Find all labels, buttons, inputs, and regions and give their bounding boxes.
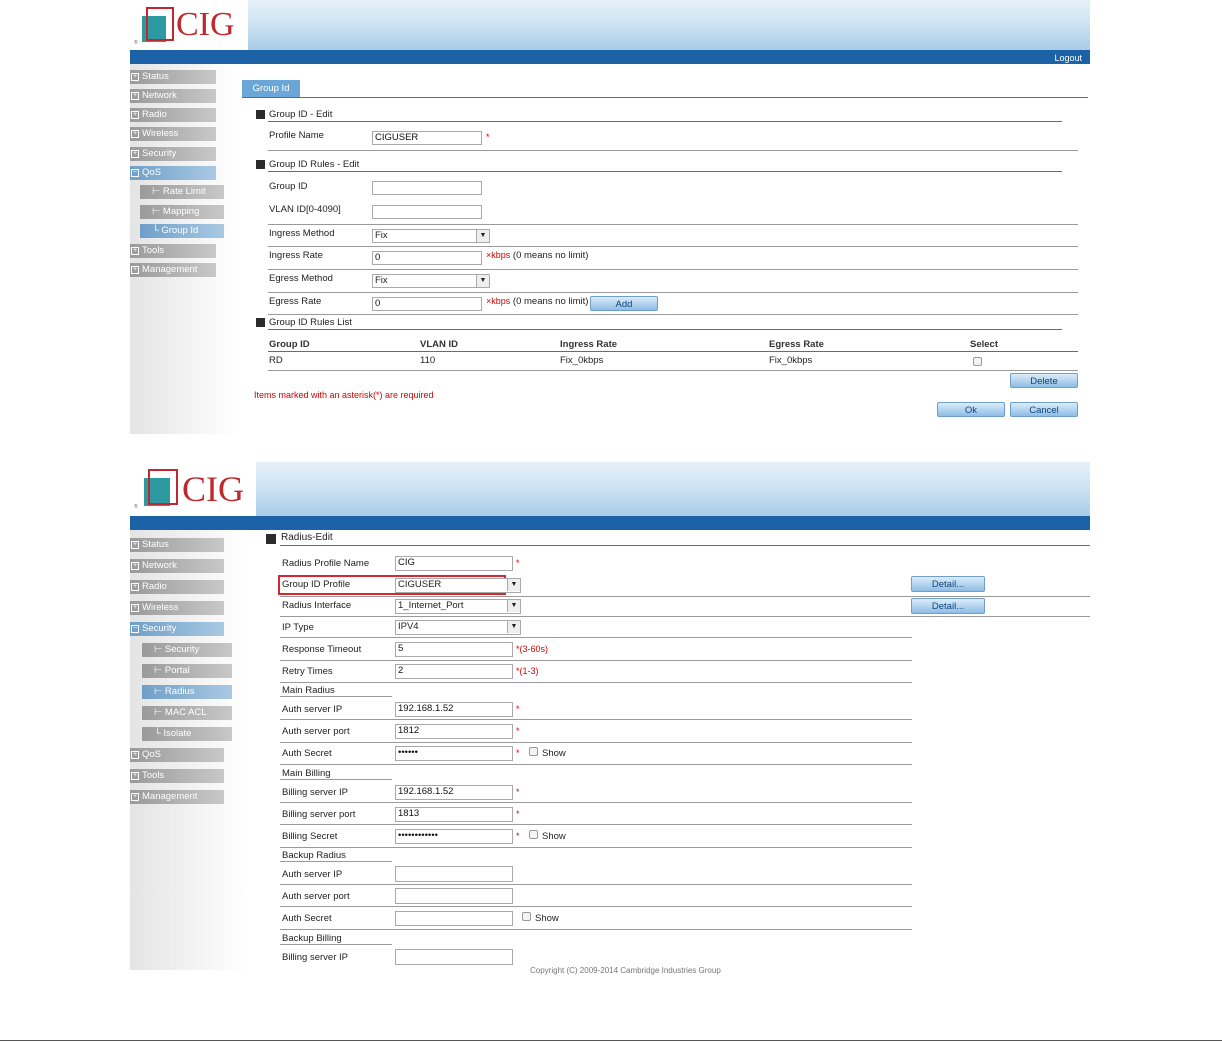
vlan-id-label: VLAN ID[0-4090] <box>269 204 341 215</box>
add-button[interactable]: Add <box>590 296 658 311</box>
radius-interface-select[interactable]: 1_Internet_Port ▼ <box>395 599 521 614</box>
nav-sub-mac-acl[interactable]: ⊢ MAC ACL <box>142 706 232 720</box>
row-select-checkbox[interactable] <box>973 357 982 366</box>
collapse-icon: − <box>132 625 138 632</box>
expand-icon: + <box>132 604 138 611</box>
profile-name-input[interactable]: CIGUSER <box>372 131 482 145</box>
nav-qos[interactable]: − QoS <box>130 166 216 180</box>
nav-management[interactable]: + Management <box>130 790 224 804</box>
group-id-profile-label: Group ID Profile <box>282 579 351 590</box>
expand-icon: + <box>132 562 138 569</box>
kbps-unit: ×kbps (0 means no limit) <box>486 296 589 307</box>
top-bar <box>130 516 1090 530</box>
show-backup-auth-secret-checkbox[interactable] <box>522 912 531 921</box>
group-id-profile-detail-button[interactable]: Detail... <box>911 576 985 592</box>
auth-server-port-input[interactable]: 1812 <box>395 724 513 739</box>
section-title-edit: Group ID - Edit <box>269 109 333 120</box>
nav-management[interactable]: + Management <box>130 263 216 277</box>
nav-wireless[interactable]: + Wireless <box>130 127 216 141</box>
cancel-button[interactable]: Cancel <box>1010 402 1078 417</box>
backup-radius-heading: Backup Radius <box>282 850 346 861</box>
egress-method-select[interactable]: Fix ▼ <box>372 274 490 288</box>
backup-billing-server-ip-label: Billing server IP <box>282 952 348 963</box>
ingress-rate-input[interactable]: 0 <box>372 251 482 265</box>
vlan-id-input[interactable] <box>372 205 482 219</box>
backup-auth-server-ip-label: Auth server IP <box>282 869 343 880</box>
auth-secret-label: Auth Secret <box>282 748 332 759</box>
auth-server-ip-input[interactable]: 192.168.1.52 <box>395 702 513 717</box>
brand-logo: CIG ® <box>130 462 256 516</box>
ip-type-label: IP Type <box>282 622 314 633</box>
nav-status[interactable]: + Status <box>130 538 224 552</box>
sidebar <box>130 530 248 970</box>
billing-server-port-input[interactable]: 1813 <box>395 807 513 822</box>
billing-server-ip-input[interactable]: 192.168.1.52 <box>395 785 513 800</box>
chevron-down-icon: ▼ <box>507 621 520 633</box>
nav-sub-mapping[interactable]: ⊢ Mapping <box>140 205 224 219</box>
required-star: * <box>516 748 520 758</box>
ok-button[interactable]: Ok <box>937 402 1005 417</box>
backup-auth-secret-input[interactable] <box>395 911 513 926</box>
nav-wireless[interactable]: + Wireless <box>130 601 224 615</box>
auth-server-ip-label: Auth server IP <box>282 704 343 715</box>
required-star: * <box>486 132 490 142</box>
radius-profile-name-input[interactable]: CIG <box>395 556 513 571</box>
nav-network[interactable]: + Network <box>130 559 224 573</box>
main-billing-heading: Main Billing <box>282 768 331 779</box>
section-title-radius-edit: Radius-Edit <box>281 532 333 543</box>
required-star: * <box>516 726 520 736</box>
nav-security[interactable]: + Security <box>130 147 216 161</box>
billing-server-port-label: Billing server port <box>282 809 356 820</box>
expand-icon: + <box>132 751 138 758</box>
brand-name: CIG <box>182 469 244 509</box>
retry-hint: *(1-3) <box>516 666 539 676</box>
chevron-down-icon: ▼ <box>507 579 520 591</box>
nav-sub-group-id[interactable]: └ Group Id <box>140 224 224 238</box>
required-star: * <box>516 558 520 568</box>
nav-sub-rate-limit[interactable]: ⊢ Rate Limit <box>140 185 224 199</box>
response-timeout-input[interactable]: 5 <box>395 642 513 657</box>
nav-radio[interactable]: + Radio <box>130 108 216 122</box>
screenshot-radius-edit <box>130 462 1090 975</box>
section-marker-icon <box>256 318 265 327</box>
header-banner <box>130 462 1090 516</box>
chevron-down-icon: ▼ <box>476 275 489 287</box>
egress-method-label: Egress Method <box>269 273 333 284</box>
main-radius-heading: Main Radius <box>282 685 335 696</box>
show-label: Show <box>542 748 566 759</box>
col-group-id: Group ID <box>269 339 310 350</box>
section-title-rules: Group ID Rules - Edit <box>269 159 360 170</box>
col-select: Select <box>970 339 998 350</box>
expand-icon: + <box>132 73 138 80</box>
expand-icon: + <box>132 793 138 800</box>
nav-tools[interactable]: + Tools <box>130 244 216 258</box>
backup-auth-server-port-input[interactable] <box>395 888 513 904</box>
expand-icon: + <box>132 130 138 137</box>
nav-network[interactable]: + Network <box>130 89 216 103</box>
tab-group-id[interactable]: Group Id <box>242 80 300 97</box>
expand-icon: + <box>132 247 138 254</box>
group-id-input[interactable] <box>372 181 482 195</box>
header-banner <box>130 0 1090 50</box>
page-divider <box>0 1040 1222 1041</box>
chevron-down-icon: ▼ <box>476 230 489 242</box>
egress-rate-label: Egress Rate <box>269 296 322 307</box>
col-ingress-rate: Ingress Rate <box>560 339 618 350</box>
required-note: Items marked with an asterisk(*) are required <box>254 390 434 400</box>
top-bar <box>130 50 1090 64</box>
required-star: * <box>516 809 520 819</box>
required-star: * <box>516 831 520 841</box>
required-star: * <box>516 787 520 797</box>
show-billing-secret-checkbox[interactable] <box>529 830 538 839</box>
screenshot-group-id: CIG ® Logout + Status + Network + Radio + Wireless + Security − QoS ⊢ Rate Limit ⊢ Mapping └ Group Id + Tools + Management Group Id Group ID - Edit Profile Name CIGUSER * Group ID Rules - Edit Group ID VLAN ID[0-4090] Ingress Method Fix ▼ Ingress Rate 0 ×kbps (0 means no limit) Egress Method Fix ▼ Egress Rate 0 ×kbps (0 means no limit) Add Group ID Rules List Group ID VLAN ID Ingress Rate Egress Rate Select RD 110 Fix_0kbps Fix_0kbps Delete Items marked with an asterisk(*) are required Ok Cancel <box>130 0 1090 434</box>
timeout-hint: *(3-60s) <box>516 644 549 654</box>
expand-icon: + <box>132 266 138 273</box>
show-label: Show <box>535 913 559 924</box>
expand-icon: + <box>132 541 138 548</box>
radius-profile-name-label: Radius Profile Name <box>282 558 370 569</box>
show-auth-secret-checkbox[interactable] <box>529 747 538 756</box>
response-timeout-label: Response Timeout <box>282 644 362 655</box>
brand-name: CIG <box>176 6 235 43</box>
col-vlan-id: VLAN ID <box>420 339 458 350</box>
nav-radio[interactable]: + Radio <box>130 580 224 594</box>
backup-auth-secret-label: Auth Secret <box>282 913 332 924</box>
collapse-icon: − <box>132 169 138 176</box>
ingress-method-label: Ingress Method <box>269 228 335 239</box>
section-marker-icon <box>256 160 265 169</box>
backup-billing-server-ip-input[interactable] <box>395 949 513 965</box>
brand-logo: CIG ® <box>130 0 248 50</box>
copyright-text: Copyright (C) 2009-2014 Cambridge Industries Group <box>530 966 721 975</box>
retry-times-label: Retry Times <box>282 666 333 677</box>
backup-auth-server-ip-input[interactable] <box>395 866 513 882</box>
billing-server-ip-label: Billing server IP <box>282 787 348 798</box>
billing-secret-label: Billing Secret <box>282 831 338 842</box>
kbps-unit: ×kbps (0 means no limit) <box>486 250 589 261</box>
required-star: * <box>516 704 520 714</box>
expand-icon: + <box>132 772 138 779</box>
nav-qos[interactable]: + QoS <box>130 748 224 762</box>
group-id-label: Group ID <box>269 181 308 192</box>
nav-status[interactable]: + Status <box>130 70 216 84</box>
backup-billing-heading: Backup Billing <box>282 933 342 944</box>
section-marker-icon <box>266 534 276 544</box>
billing-secret-input[interactable]: •••••••••••• <box>395 829 513 844</box>
expand-icon: + <box>132 111 138 118</box>
expand-icon: + <box>132 150 138 157</box>
ip-type-select[interactable]: IPV4 ▼ <box>395 620 521 635</box>
backup-auth-server-port-label: Auth server port <box>282 891 350 902</box>
auth-server-port-label: Auth server port <box>282 726 350 737</box>
auth-secret-input[interactable]: •••••• <box>395 746 513 761</box>
nav-sub-radius[interactable]: ⊢ Radius <box>142 685 232 699</box>
nav-sub-security[interactable]: ⊢ Security <box>142 643 232 657</box>
expand-icon: + <box>132 583 138 590</box>
nav-sub-isolate[interactable]: └ Isolate <box>142 727 232 741</box>
col-egress-rate: Egress Rate <box>769 339 824 350</box>
retry-times-input[interactable]: 2 <box>395 664 513 679</box>
ingress-rate-label: Ingress Rate <box>269 250 323 261</box>
ingress-method-select[interactable]: Fix ▼ <box>372 229 490 243</box>
delete-button[interactable]: Delete <box>1010 373 1078 388</box>
nav-tools[interactable]: + Tools <box>130 769 224 783</box>
section-title-list: Group ID Rules List <box>269 317 352 328</box>
expand-icon: + <box>132 92 138 99</box>
profile-name-label: Profile Name <box>269 130 324 141</box>
nav-sub-portal[interactable]: ⊢ Portal <box>142 664 232 678</box>
nav-security[interactable]: − Security <box>130 622 224 636</box>
sidebar <box>130 64 238 434</box>
show-label: Show <box>542 831 566 842</box>
section-marker-icon <box>256 110 265 119</box>
egress-rate-input[interactable]: 0 <box>372 297 482 311</box>
group-id-profile-select[interactable]: CIGUSER ▼ <box>395 578 521 593</box>
radius-interface-detail-button[interactable]: Detail... <box>911 598 985 614</box>
logout-link[interactable]: Logout <box>1054 53 1082 63</box>
chevron-down-icon: ▼ <box>507 600 520 612</box>
radius-interface-label: Radius Interface <box>282 600 352 611</box>
